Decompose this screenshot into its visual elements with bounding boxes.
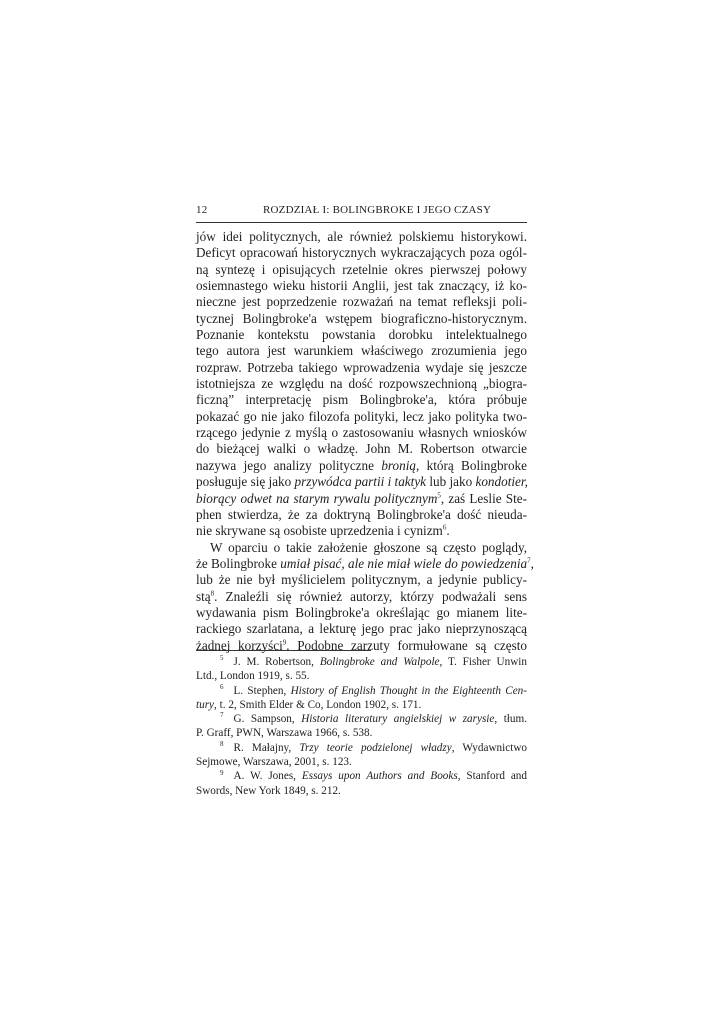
text-run: posługuje się jako bbox=[196, 474, 295, 490]
main-text bbox=[196, 229, 534, 654]
citation-title: tury bbox=[196, 698, 215, 711]
footnote-ref[interactable]: 8 bbox=[210, 589, 215, 598]
text-run: . Znaleźli się również autorzy, którzy podważali sens bbox=[214, 588, 527, 604]
text-line bbox=[196, 474, 527, 490]
text-line: wydawania pism Bolingbroke'a określając go mianem lite- bbox=[196, 604, 527, 620]
text-run: że Bolingbroke bbox=[196, 555, 281, 571]
text-run: , Stanford and bbox=[457, 770, 527, 783]
text-run: J. M. Robertson, bbox=[233, 656, 320, 668]
header-rule bbox=[196, 222, 527, 223]
text-run: , t. 2, Smith Elder & Co, London 1902, s. 171. bbox=[214, 698, 422, 711]
footnote-ref[interactable]: 7 bbox=[527, 556, 531, 565]
citation-title: Trzy teorie podzielonej władzy bbox=[299, 741, 452, 754]
page-number: 12 bbox=[196, 204, 208, 216]
text-line: Deficyt opracowań historycznych wykraczających poza ogól- bbox=[196, 245, 527, 261]
footnote-line: Swords, New York 1849, s. 212. bbox=[196, 784, 341, 797]
footnote-line bbox=[196, 741, 527, 755]
text-run: G. Sampson, bbox=[233, 713, 302, 726]
footnotes bbox=[196, 655, 527, 798]
text-run: . bbox=[446, 523, 450, 539]
footnote-number: 9 bbox=[220, 768, 224, 777]
text-run: nie skrywane są osobiste uprzedzenia i cynizm bbox=[196, 523, 443, 539]
text-line: jów idei politycznych, ale również polskiemu historykowi. bbox=[196, 229, 527, 244]
footnote-line bbox=[196, 712, 527, 726]
paragraph-2 bbox=[196, 539, 534, 654]
footnote-number: 7 bbox=[220, 711, 224, 720]
text-run: L. Stephen, bbox=[233, 684, 291, 697]
italic-quote: bronią bbox=[381, 457, 416, 473]
italic-quote: biorący odwet na starym rywalu politycznym bbox=[196, 490, 438, 506]
footnote-5 bbox=[196, 655, 527, 684]
footnote-number: 6 bbox=[220, 682, 224, 691]
footnote-line bbox=[196, 684, 527, 698]
footnote-number: 8 bbox=[220, 740, 224, 749]
text-line: istotniejsza ze względu na dość rozpowszechnioną „biogra- bbox=[196, 376, 527, 392]
text-run: , tłum. bbox=[494, 713, 527, 726]
text-line bbox=[196, 523, 527, 539]
text-run: , bbox=[530, 555, 534, 571]
text-line: nieczne jest poprzedzenie rozważań na temat refleksji poli- bbox=[196, 294, 527, 310]
footnote-line: Sejmowe, Warszawa, 2001, s. 123. bbox=[196, 756, 352, 769]
text-run: A. W. Jones, bbox=[233, 770, 302, 783]
footnote-line bbox=[196, 655, 527, 669]
text-run: , Wydawnictwo bbox=[451, 741, 527, 754]
text-line bbox=[196, 458, 527, 474]
text-run: nazywa jego analizy polityczne bbox=[196, 457, 382, 473]
text-line: ną syntezę i opisujących rzetelnie okres pierwszej połowy bbox=[196, 261, 527, 277]
text-line bbox=[196, 638, 527, 654]
footnote-line bbox=[196, 769, 527, 783]
footnote-line: Ltd., London 1919, s. 55. bbox=[196, 670, 310, 683]
italic-quote: kondotier, bbox=[475, 474, 528, 490]
text-run: , którą Bolingbroke bbox=[416, 457, 527, 473]
text-line: rozpraw. Potrzeba takiego wprowadzenia wydaje się jeszcze bbox=[196, 359, 527, 375]
text-line: rzącego jedynie z myślą o zastosowaniu własnych wniosków bbox=[196, 425, 527, 441]
footnote-number: 5 bbox=[220, 654, 224, 663]
text-line: pokazać go nie jako filozofa polityki, lecz jako polityka two- bbox=[196, 408, 527, 424]
text-line bbox=[196, 491, 527, 507]
text-line bbox=[196, 589, 527, 605]
footnote-line bbox=[196, 698, 527, 712]
running-title: ROZDZIAŁ I: BOLINGBROKE I JEGO CZASY bbox=[263, 204, 492, 216]
text-run: stą bbox=[196, 588, 211, 604]
footnote-ref[interactable]: 6 bbox=[442, 523, 447, 532]
citation-title: History of English Thought in the Eighteenth Cen- bbox=[290, 684, 527, 697]
footnote-line: P. Graff, PWN, Warszawa 1966, s. 538. bbox=[196, 727, 373, 740]
text-run: , zaś Leslie Ste- bbox=[440, 490, 527, 506]
text-line: lub że nie był myślicielem politycznym, a jedynie publicy- bbox=[196, 572, 527, 588]
text-run: żadnej korzyści bbox=[196, 637, 283, 653]
footnote-9 bbox=[196, 769, 527, 798]
paragraph-1 bbox=[196, 229, 527, 540]
footnote-7 bbox=[196, 712, 527, 741]
footnote-rule bbox=[196, 650, 371, 651]
text-run: . Podobne zarzuty formułowane są często bbox=[286, 637, 527, 653]
text-run: lub jako bbox=[426, 474, 476, 490]
text-line: tego autora jest warunkiem właściwego zrozumienia jego bbox=[196, 343, 527, 359]
footnote-8 bbox=[196, 741, 527, 770]
text-line: phen stwierdza, że za doktryną Bolingbroke'a dość nieuda- bbox=[196, 506, 527, 522]
text-run: R. Małajny, bbox=[233, 741, 300, 754]
footnote-ref[interactable]: 9 bbox=[282, 638, 287, 647]
text-line: rackiego szarlatana, a lekturę jego prac jako nieprzynoszącą bbox=[196, 621, 527, 637]
text-line: ficzną” interpretację pism Bolingbroke'a, która próbuje bbox=[196, 392, 527, 408]
text-line: do bieżącej walki o władzę. John M. Robertson otwarcie bbox=[196, 441, 527, 457]
text-line: Poznanie kontekstu powstania dorobku intelektualnego bbox=[196, 327, 527, 343]
citation-title: Bolingbroke and Walpole bbox=[319, 656, 440, 668]
footnote-6 bbox=[196, 684, 527, 713]
text-line: osiemnastego wieku historii Anglii, jest tak znaczący, iż ko- bbox=[196, 278, 527, 294]
footnote-ref[interactable]: 5 bbox=[437, 491, 441, 500]
text-line: W oparciu o takie założenie głoszone są często poglądy, bbox=[210, 539, 527, 555]
text-run: , T. Fisher Unwin bbox=[439, 656, 527, 668]
text-line: tycznej Bolingbroke'a wstępem biograficzno-historycznym. bbox=[196, 310, 527, 326]
italic-quote: przywódca partii i taktyk bbox=[294, 474, 427, 490]
citation-title: Historia literatury angielskiej w zarysie bbox=[301, 713, 495, 726]
citation-title: Essays upon Authors and Books bbox=[301, 770, 458, 783]
italic-quote: umiał pisać, ale nie miał wiele do powiedzenia bbox=[280, 555, 528, 571]
text-line bbox=[196, 555, 534, 572]
